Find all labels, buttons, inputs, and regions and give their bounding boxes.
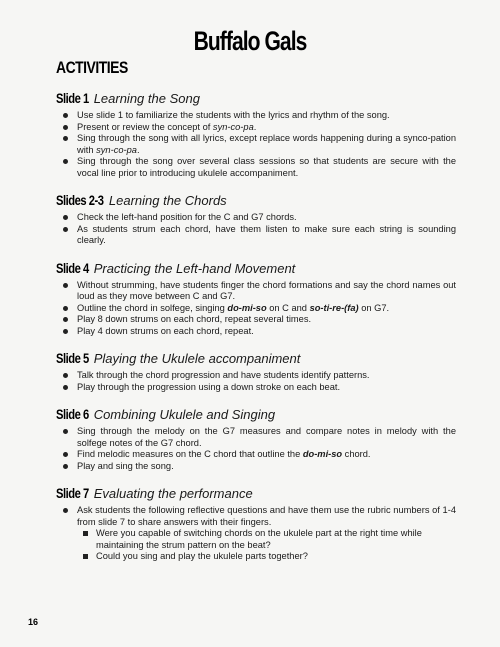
slide-heading [56,258,456,278]
bullet-item [56,449,456,461]
sub-bullet-item [56,551,456,563]
bullet-text: chord. [342,449,371,459]
bullet-list [56,370,456,393]
bullet-dot-icon [63,125,68,130]
bullet-text: Outline the chord in solfege, singing [77,302,228,313]
bullet-text: syn-co-pa [96,144,137,155]
bullet-text: Without strumming, have students finger the chord formations and say the chord names out loud as they move between C and G7. [77,279,456,301]
bullet-text: Play 8 down strums on each chord, repeat several times. [77,314,312,324]
bullet-text: Check the left-hand position for the C and G7 chords. [77,212,297,222]
bullet-text: on G7. [358,302,390,313]
bullet-text: Play and sing the song. [77,460,174,471]
bullet-text: so-ti-re-(fa) [309,302,359,313]
slide-heading [56,190,456,210]
slide-title: Combining Ukulele and Singing [93,407,276,422]
bullet-text: Talk through the chord progression and have students identify patterns. [77,370,370,380]
bullet-dot-icon [63,113,68,118]
bullet-text: Sing through the song with all lyrics, except replace words happening during a synco-pation with [77,133,456,155]
bullet-list [56,280,456,338]
sub-bullet-list [56,528,456,563]
square-bullet-icon [83,554,88,559]
slide-section [56,190,456,247]
bullet-dot-icon [63,329,68,334]
bullet-item [56,156,456,179]
bullet-item [56,212,456,224]
bullet-dot-icon [63,508,68,513]
sub-bullet-item [56,528,456,551]
slide-section [56,348,456,393]
bullet-text: Use slide 1 to familiarize the students with the lyrics and rhythm of the song. [77,110,390,120]
bullet-text: Ask students the following reflective questions and have them use the rubric numbers of 1-4 from slide 7 to share answers with their fingers. [77,505,456,527]
slide-section [56,258,456,338]
slide-section [56,483,456,563]
bullet-dot-icon [63,215,68,220]
bullet-item [56,122,456,134]
slide-heading [56,404,456,424]
bullet-item [56,224,456,247]
slide-heading [56,348,456,368]
bullet-dot-icon [63,373,68,378]
slide-label: Slide 7 [56,485,89,501]
slide-label: Slide 6 [56,406,89,422]
bullet-text: Sing through the melody on the G7 measures and compare notes in melody with the solfege notes of the G7 chord. [77,426,456,448]
bullet-list [56,212,456,247]
bullet-dot-icon [63,464,68,469]
slide-label: Slides 2-3 [56,192,104,208]
bullet-text: do-mi-so [302,449,343,459]
bullet-item [56,370,456,382]
bullet-item [56,505,456,528]
bullet-dot-icon [63,159,68,164]
slide-label: Slide 1 [56,90,89,106]
bullet-item [56,461,456,473]
bullet-item [56,426,456,449]
bullet-item [56,133,456,156]
bullet-text: . [136,144,140,155]
bullet-text: As students strum each chord, have them listen to make sure each string is sounding clearly. [77,223,456,245]
activities-heading: ACTIVITIES [56,58,128,77]
bullet-item [56,110,456,122]
bullet-dot-icon [63,429,68,434]
bullet-dot-icon [63,227,68,232]
square-bullet-icon [83,531,88,536]
sub-bullet-text: Could you sing and play the ukulele parts together? [96,551,308,561]
slide-label: Slide 5 [56,350,89,366]
bullet-text: on C and [266,302,310,313]
activities-content [56,88,456,574]
bullet-list [56,426,456,472]
page-number: 16 [28,617,39,627]
bullet-item [56,280,456,303]
slide-heading [56,88,456,108]
bullet-item [56,326,456,338]
bullet-text: Sing through the song over several class sessions so that students are secure with the vocal line prior to introducing ukulele accompaniment. [77,156,456,178]
slide-title: Learning the Song [93,91,200,106]
bullet-list [56,110,456,179]
bullet-text: Present or review the concept of [77,121,213,132]
bullet-dot-icon [63,317,68,322]
slide-label: Slide 4 [56,259,89,276]
slide-title: Practicing the Left-hand Movement [93,260,296,276]
bullet-text: Play through the progression using a down stroke on each beat. [77,381,341,392]
slide-section [56,404,456,472]
slide-title: Evaluating the performance [93,486,253,501]
bullet-dot-icon [63,385,68,390]
bullet-text: Find melodic measures on the C chord that outline the [77,449,303,459]
slide-title: Learning the Chords [108,193,227,208]
slide-heading [56,483,456,503]
bullet-dot-icon [63,283,68,288]
bullet-item [56,382,456,394]
bullet-text: . [253,121,257,132]
bullet-item [56,303,456,315]
bullet-text: syn-co-pa [212,121,254,132]
bullet-dot-icon [63,452,68,457]
bullet-dot-icon [63,136,68,141]
bullet-dot-icon [63,306,68,311]
page-title: Buffalo Gals [193,26,307,56]
slide-title: Playing the Ukulele accompaniment [93,351,301,366]
bullet-text: Play 4 down strums on each chord, repeat. [77,325,254,336]
bullet-text: do-mi-so [227,302,267,313]
bullet-item [56,314,456,326]
slide-section [56,88,456,179]
bullet-list [56,505,456,528]
sub-bullet-text: Were you capable of switching chords on the ukulele part at the right time while maintaining the strum pattern on the beat? [96,528,422,550]
